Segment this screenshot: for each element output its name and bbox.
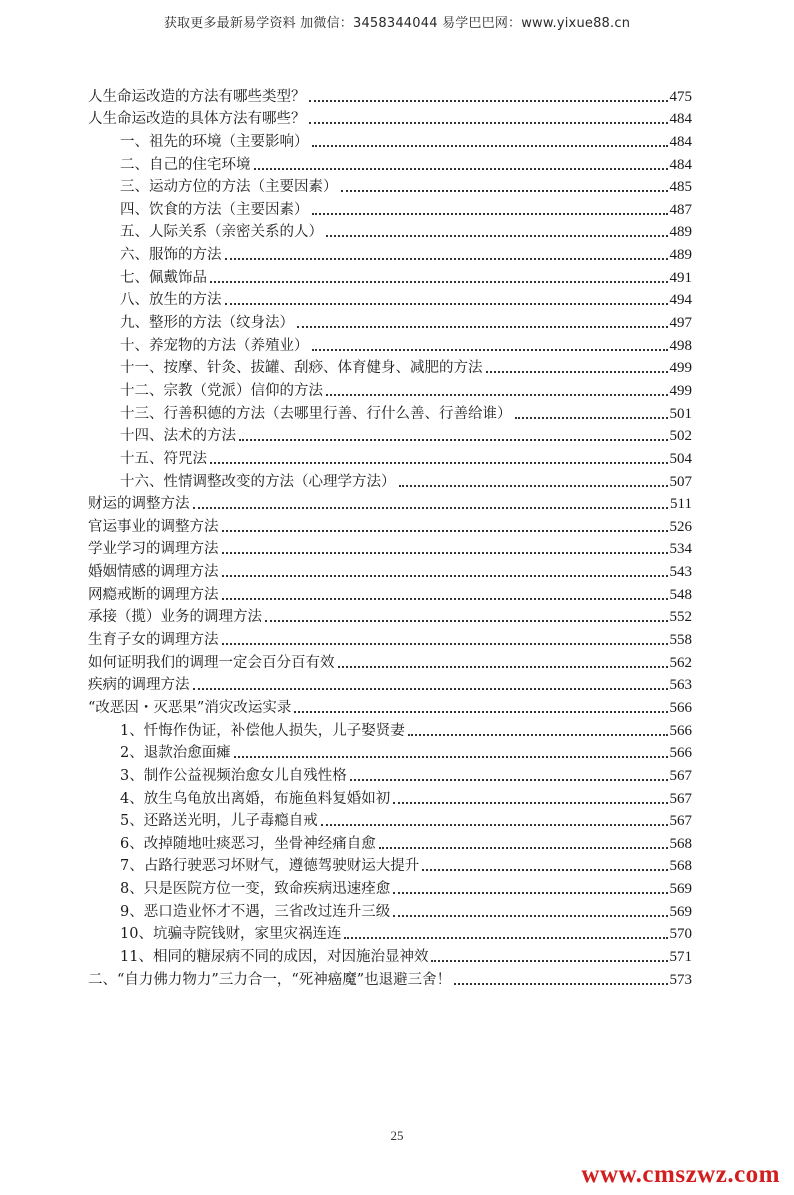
toc-entry-title: 二、自己的住宅环境 bbox=[120, 156, 251, 173]
toc-entry-page: 484 bbox=[669, 111, 692, 128]
toc-dot-leader bbox=[222, 643, 668, 645]
toc-entry-page: 543 bbox=[669, 564, 692, 581]
toc-entry-page: 567 bbox=[669, 790, 692, 807]
toc-entry-title: 5、还路送光明，儿子毒瘾自戒 bbox=[120, 813, 318, 830]
toc-entry bbox=[88, 922, 692, 945]
toc-entry-page: 566 bbox=[669, 699, 692, 716]
toc-entry-title: 十四、法术的方法 bbox=[120, 428, 236, 445]
toc-dot-leader bbox=[210, 462, 668, 464]
toc-dot-leader bbox=[312, 213, 668, 215]
toc-dot-leader bbox=[225, 303, 668, 305]
toc-entry-title: 七、佩戴饰品 bbox=[120, 269, 207, 286]
toc-dot-leader bbox=[222, 598, 668, 600]
toc-dot-leader bbox=[193, 688, 668, 690]
toc-entry-page: 568 bbox=[669, 835, 692, 852]
toc-entry-title: 3、制作公益视频治愈女儿自残性格 bbox=[120, 767, 347, 784]
toc-entry bbox=[88, 650, 692, 673]
toc-dot-leader bbox=[193, 507, 669, 509]
toc-dot-leader bbox=[225, 258, 668, 260]
toc-entry bbox=[88, 967, 692, 990]
toc-entry-title: 承接（揽）业务的调理方法 bbox=[88, 609, 262, 626]
toc-entry-title: 十五、符咒法 bbox=[120, 450, 207, 467]
toc-dot-leader bbox=[393, 915, 667, 917]
toc-entry-page: 568 bbox=[669, 858, 692, 875]
toc-entry-page: 499 bbox=[669, 382, 692, 399]
toc-dot-leader bbox=[309, 100, 668, 102]
toc-dot-leader bbox=[309, 122, 668, 124]
toc-entry-page: 498 bbox=[669, 337, 692, 354]
toc-entry-page: 511 bbox=[670, 496, 692, 513]
toc-entry-page: 566 bbox=[669, 745, 692, 762]
toc-entry-page: 485 bbox=[669, 179, 692, 196]
toc-entry bbox=[88, 763, 692, 786]
toc-dot-leader bbox=[454, 983, 667, 985]
toc-entry-title: 十一、按摩、针灸、拔罐、刮痧、体育健身、减肥的方法 bbox=[120, 360, 483, 377]
toc-entry-title: 4、放生乌龟放出离婚，布施鱼料复婚如初 bbox=[120, 790, 391, 807]
toc-entry-title: 8、只是医院方位一变，致命疾病迅速痊愈 bbox=[120, 881, 391, 898]
toc-entry bbox=[88, 265, 692, 288]
toc-entry-page: 571 bbox=[669, 948, 692, 965]
toc-entry bbox=[88, 152, 692, 175]
toc-entry-title: 9、恶口造业怀才不遇，三省改过连升三级 bbox=[120, 903, 391, 920]
toc-entry bbox=[88, 809, 692, 832]
toc-entry bbox=[88, 424, 692, 447]
toc-entry bbox=[88, 469, 692, 492]
page-header: 获取更多最新易学资料 加微信：3458344044 易学巴巴网：www.yixue88.cn bbox=[163, 16, 631, 31]
toc-entry-title: 学业学习的调理方法 bbox=[88, 541, 219, 558]
toc-entry-title: 1、忏悔作伪证，补偿他人损失，儿子娶贤妻 bbox=[120, 722, 405, 739]
toc-entry-page: 569 bbox=[669, 903, 692, 920]
table-of-contents bbox=[88, 84, 692, 990]
toc-entry bbox=[88, 854, 692, 877]
toc-dot-leader bbox=[344, 937, 667, 939]
toc-entry-title: 疾病的调理方法 bbox=[88, 677, 190, 694]
toc-entry bbox=[88, 356, 692, 379]
toc-dot-leader bbox=[326, 394, 668, 396]
toc-entry bbox=[88, 695, 692, 718]
toc-entry-title: 官运事业的调整方法 bbox=[88, 518, 219, 535]
toc-entry-page: 489 bbox=[669, 247, 692, 264]
toc-entry bbox=[88, 627, 692, 650]
toc-entry bbox=[88, 741, 692, 764]
toc-entry-page: 567 bbox=[669, 813, 692, 830]
page-number: 25 bbox=[390, 1128, 404, 1143]
toc-dot-leader bbox=[393, 892, 667, 894]
toc-entry bbox=[88, 537, 692, 560]
toc-dot-leader bbox=[422, 869, 667, 871]
toc-entry-page: 562 bbox=[669, 654, 692, 671]
toc-entry-page: 475 bbox=[669, 88, 692, 105]
toc-dot-leader bbox=[326, 235, 668, 237]
toc-entry-title: 五、人际关系（亲密关系的人） bbox=[120, 224, 323, 241]
toc-entry-title: 八、放生的方法 bbox=[120, 292, 222, 309]
toc-entry bbox=[88, 378, 692, 401]
toc-dot-leader bbox=[312, 349, 668, 351]
toc-entry-title: 四、饮食的方法（主要因素） bbox=[120, 201, 309, 218]
toc-entry-title: 十、养宠物的方法（养殖业） bbox=[120, 337, 309, 354]
toc-entry-page: 484 bbox=[669, 133, 692, 150]
toc-entry-title: 人生命运改造的方法有哪些类型？ bbox=[88, 88, 306, 105]
toc-entry-page: 548 bbox=[669, 586, 692, 603]
toc-dot-leader bbox=[341, 190, 668, 192]
toc-dot-leader bbox=[239, 439, 668, 441]
toc-dot-leader bbox=[431, 960, 667, 962]
toc-dot-leader bbox=[294, 711, 667, 713]
toc-entry-title: 网瘾戒断的调理方法 bbox=[88, 586, 219, 603]
toc-dot-leader bbox=[222, 575, 668, 577]
toc-entry-page: 504 bbox=[669, 450, 692, 467]
toc-dot-leader bbox=[379, 847, 668, 849]
toc-entry bbox=[88, 197, 692, 220]
toc-entry-title: 11、相同的糖尿病不同的成因，对因施治显神效 bbox=[120, 948, 429, 965]
toc-entry bbox=[88, 242, 692, 265]
toc-entry bbox=[88, 605, 692, 628]
toc-entry-page: 502 bbox=[669, 428, 692, 445]
toc-entry-page: 487 bbox=[669, 201, 692, 218]
toc-entry bbox=[88, 514, 692, 537]
toc-entry bbox=[88, 944, 692, 967]
toc-entry-title: 九、整形的方法（纹身法） bbox=[120, 315, 294, 332]
toc-entry-title: 如何证明我们的调理一定会百分百有效 bbox=[88, 654, 335, 671]
watermark: www.cmszwz.com bbox=[581, 1161, 780, 1188]
toc-dot-leader bbox=[265, 620, 668, 622]
toc-entry bbox=[88, 786, 692, 809]
toc-dot-leader bbox=[338, 666, 668, 668]
toc-entry-page: 507 bbox=[669, 473, 692, 490]
toc-entry-page: 484 bbox=[669, 156, 692, 173]
toc-entry-title: 7、占路行驶恶习坏财气，遵德驾驶财运大提升 bbox=[120, 858, 420, 875]
toc-dot-leader bbox=[393, 802, 667, 804]
toc-dot-leader bbox=[210, 281, 668, 283]
toc-entry-page: 567 bbox=[669, 767, 692, 784]
toc-entry-title: 十三、行善积德的方法（去哪里行善、行什么善、行善给谁） bbox=[120, 405, 512, 422]
toc-dot-leader bbox=[321, 824, 668, 826]
toc-entry bbox=[88, 107, 692, 130]
toc-entry-title: 人生命运改造的具体方法有哪些？ bbox=[88, 111, 306, 128]
toc-entry-page: 501 bbox=[669, 405, 692, 422]
toc-entry-page: 552 bbox=[669, 609, 692, 626]
toc-entry-title: 十二、宗教（党派）信仰的方法 bbox=[120, 382, 323, 399]
toc-dot-leader bbox=[254, 168, 668, 170]
toc-dot-leader bbox=[222, 530, 668, 532]
toc-entry bbox=[88, 310, 692, 333]
toc-entry-page: 526 bbox=[669, 518, 692, 535]
toc-entry bbox=[88, 84, 692, 107]
toc-entry-title: 婚姻情感的调理方法 bbox=[88, 564, 219, 581]
toc-entry bbox=[88, 876, 692, 899]
toc-entry bbox=[88, 899, 692, 922]
toc-entry-page: 489 bbox=[669, 224, 692, 241]
toc-entry-page: 534 bbox=[669, 541, 692, 558]
toc-entry bbox=[88, 831, 692, 854]
toc-dot-leader bbox=[350, 779, 668, 781]
toc-entry bbox=[88, 446, 692, 469]
toc-dot-leader bbox=[399, 485, 668, 487]
toc-entry bbox=[88, 559, 692, 582]
toc-entry-title: 二、“自力佛力物力”三力合一，“死神癌魔”也退避三舍！ bbox=[88, 971, 452, 988]
toc-entry-page: 573 bbox=[669, 971, 692, 988]
toc-entry bbox=[88, 673, 692, 696]
toc-entry-title: “改恶因・灭恶果”消灾改运实录 bbox=[88, 699, 292, 716]
toc-entry-title: 2、退款治愈面瘫 bbox=[120, 745, 231, 762]
toc-entry-page: 569 bbox=[669, 881, 692, 898]
toc-dot-leader bbox=[486, 371, 668, 373]
toc-entry-page: 491 bbox=[669, 269, 692, 286]
toc-entry bbox=[88, 220, 692, 243]
toc-dot-leader bbox=[312, 145, 668, 147]
toc-dot-leader bbox=[234, 756, 668, 758]
toc-entry-title: 10、坑骗寺院钱财，家里灾祸连连 bbox=[120, 926, 342, 943]
toc-dot-leader bbox=[222, 552, 668, 554]
toc-entry-page: 497 bbox=[669, 315, 692, 332]
toc-entry-title: 六、服饰的方法 bbox=[120, 247, 222, 264]
toc-entry-title: 生育子女的调理方法 bbox=[88, 632, 219, 649]
toc-entry bbox=[88, 175, 692, 198]
toc-entry-title: 一、祖先的环境（主要影响） bbox=[120, 133, 309, 150]
toc-entry-page: 494 bbox=[669, 292, 692, 309]
toc-entry-title: 6、改掉随地吐痰恶习，坐骨神经痛自愈 bbox=[120, 835, 376, 852]
toc-entry bbox=[88, 288, 692, 311]
toc-entry-page: 570 bbox=[669, 926, 692, 943]
toc-entry-title: 三、运动方位的方法（主要因素） bbox=[120, 179, 338, 196]
toc-entry-page: 563 bbox=[669, 677, 692, 694]
toc-entry bbox=[88, 582, 692, 605]
toc-dot-leader bbox=[515, 417, 668, 419]
toc-dot-leader bbox=[408, 734, 668, 736]
toc-dot-leader bbox=[297, 326, 668, 328]
toc-entry-title: 财运的调整方法 bbox=[88, 496, 190, 513]
toc-entry bbox=[88, 333, 692, 356]
toc-entry-title: 十六、性情调整改变的方法（心理学方法） bbox=[120, 473, 396, 490]
toc-entry bbox=[88, 401, 692, 424]
toc-entry-page: 558 bbox=[669, 632, 692, 649]
toc-entry bbox=[88, 718, 692, 741]
toc-entry bbox=[88, 492, 692, 515]
toc-entry bbox=[88, 129, 692, 152]
toc-entry-page: 499 bbox=[669, 360, 692, 377]
toc-entry-page: 566 bbox=[669, 722, 692, 739]
